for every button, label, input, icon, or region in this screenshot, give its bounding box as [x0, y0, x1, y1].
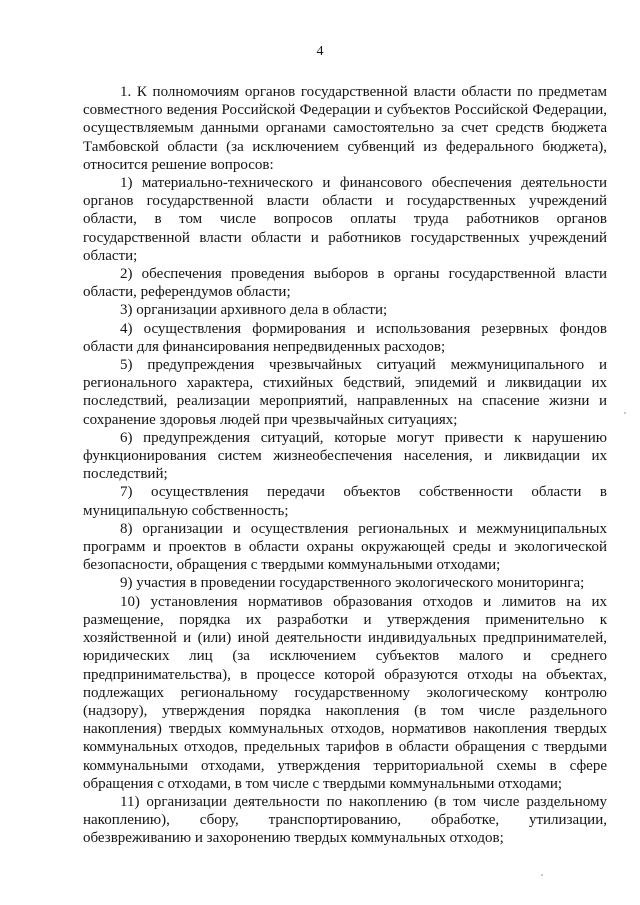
list-item-4: 4) осуществления формирования и использования резервных фондов области для финансирования непредвиденных расходов;	[83, 320, 607, 355]
list-item-6: 6) предупреждения ситуаций, которые могут привести к нарушению функционирования систем жизнеобеспечения населения, и ликвидации их последствий;	[83, 429, 607, 483]
document-body	[83, 83, 607, 848]
scan-speck	[624, 412, 626, 414]
paragraph-intro: 1. К полномочиям органов государственной власти области по предметам совместного ведения Российской Федерации и субъектов Российской Федерации, осуществляемым данными органами самостоятельно за счет средств бюджета Тамбовской области (за исключением субвенций из федерального бюджета), относится решение вопросов:	[83, 84, 607, 173]
list-item-2: 2) обеспечения проведения выборов в органы государственной власти области, референдумов области;	[83, 266, 607, 301]
list-item-5: 5) предупреждения чрезвычайных ситуаций межмуниципального и регионального характера, стихийных бедствий, эпидемий и ликвидации их последствий, реализации мероприятий, направленных на спасение жизни и сохранение здоровья людей при чрезвычайных ситуациях;	[83, 357, 607, 428]
scan-speck	[541, 874, 543, 876]
page-number: 4	[316, 44, 324, 59]
list-item-8: 8) организации и осуществления региональных и межмуниципальных программ и проектов в области охраны окружающей среды и экологической безопасности, обращения с твердыми коммунальными отходами;	[83, 520, 607, 574]
list-item-10: 10) установления нормативов образования отходов и лимитов на их размещение, порядка их разработки и утверждения применительно к хозяйственной и (или) иной деятельности индивидуальных предпринимателей, юридических лиц (за исключением субъектов малого и среднего предпринимательства), в процессе которой образуются отходы на объектах, подлежащих региональному государственному экологическому контролю (надзору), утверждения порядка накопления (в том числе раздельного накопления) твердых коммунальных отходов, нормативов накопления твердых коммунальных отходов, предельных тарифов в области обращения с твердыми коммунальными отходами, утверждения территориальной схемы в сфере обращения с отходами, в том числе с твердыми коммунальными отходами;	[83, 593, 607, 792]
list-item-3: 3) организации архивного дела в области;	[120, 302, 388, 319]
list-item-11: 11) организации деятельности по накоплению (в том числе раздельному накоплению), сбору, транспортированию, обработке, утилизации, обезвреживанию и захоронению твердых коммунальных отходов;	[83, 793, 607, 847]
list-item-9: 9) участия в проведении государственного экологического мониторинга;	[120, 575, 585, 592]
list-item-7: 7) осуществления передачи объектов собственности области в муниципальную собственность;	[83, 484, 607, 519]
list-item-1: 1) материально-технического и финансового обеспечения деятельности органов государственной власти области и государственных учреждений области, в том числе вопросов оплаты труда работников органов государственной власти области и работников государственных учреждений области;	[83, 175, 607, 264]
